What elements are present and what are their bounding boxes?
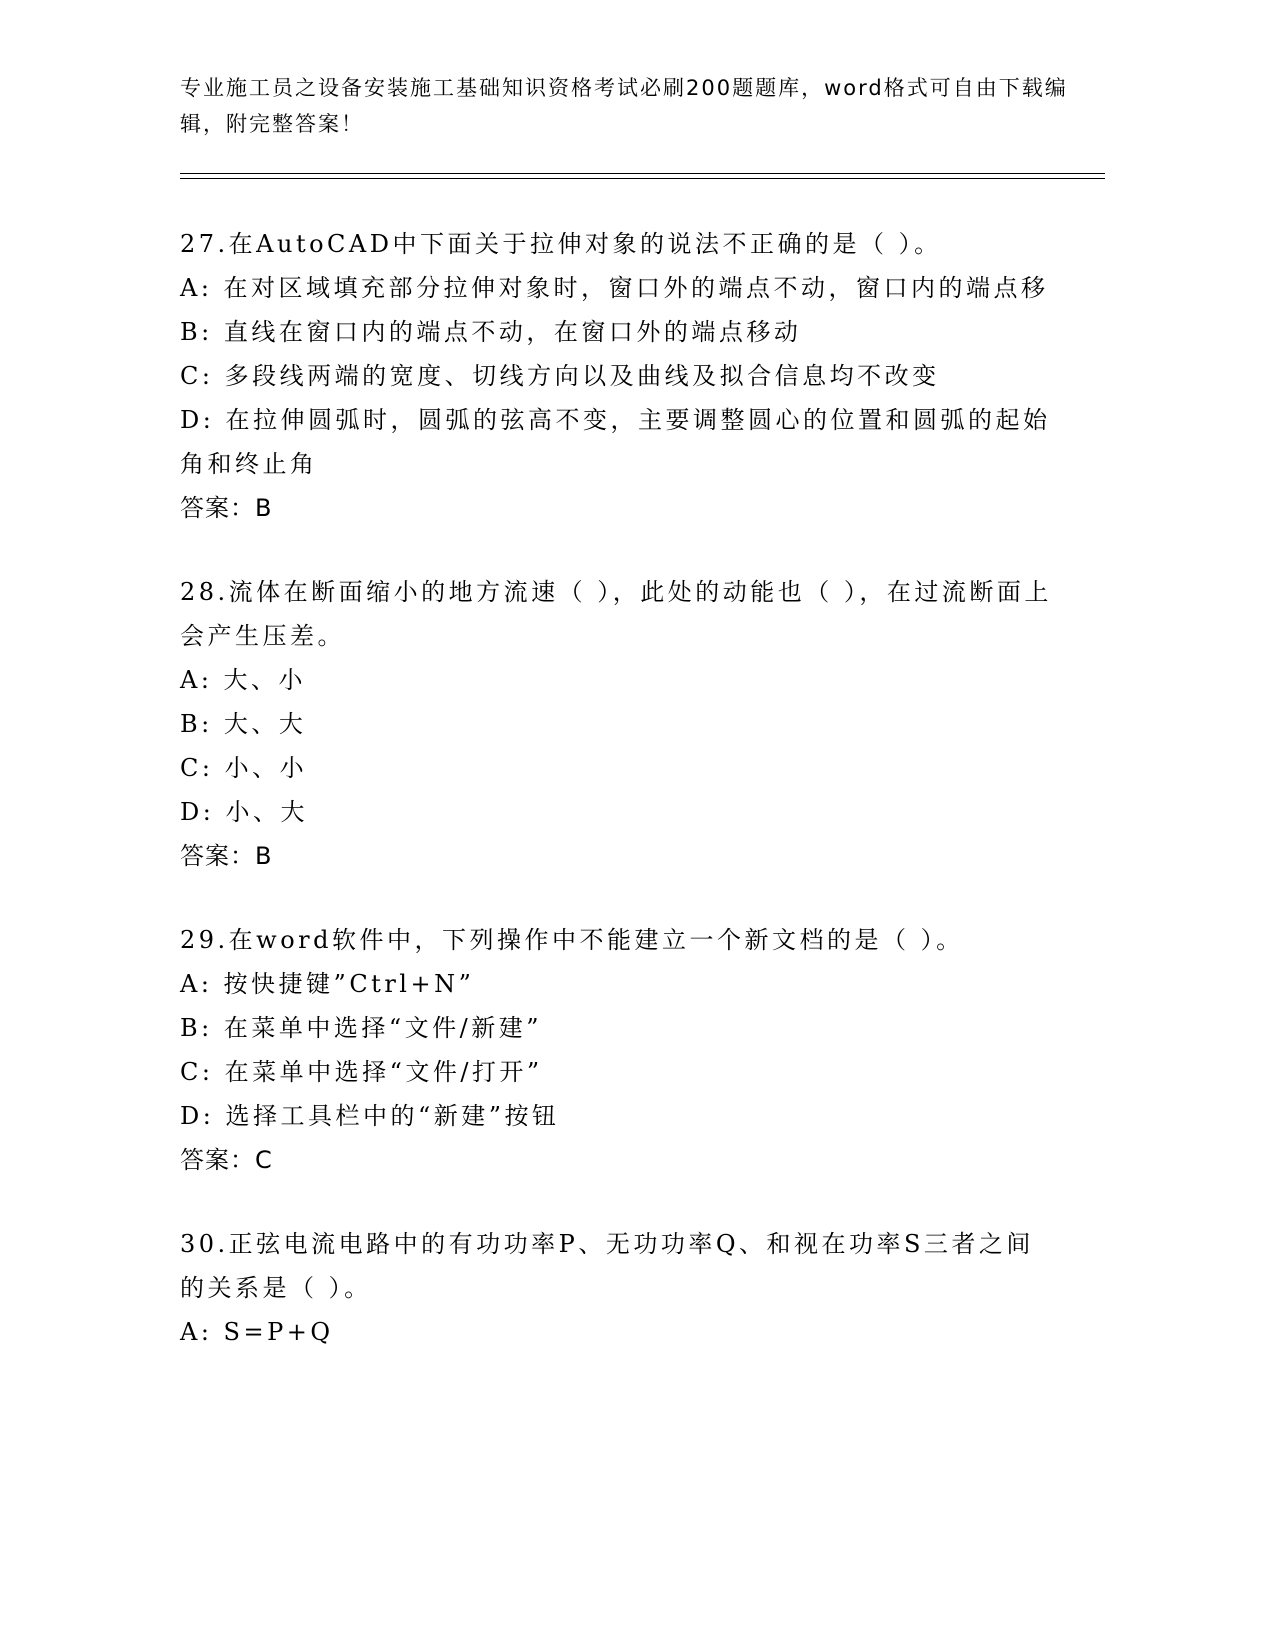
question-27 [180,222,1060,530]
answer: 答案：C [180,1146,273,1174]
option-c: C: 多段线两端的宽度、切线方向以及曲线及拟合信息均不改变 [180,362,940,390]
option-a: A: 按快捷键”Ctrl+N” [180,970,475,998]
header-divider-bottom [180,178,1105,179]
option-b: B: 在菜单中选择“文件/新建” [180,1014,542,1042]
question-29 [180,918,1060,1182]
option-d: D: 小、大 [180,798,308,826]
question-stem: 27.在AutoCAD中下面关于拉伸对象的说法不正确的是（ ）。 [180,230,942,258]
option-b: B: 大、大 [180,710,307,738]
question-list [180,222,1060,1394]
question-stem: 29.在word软件中，下列操作中不能建立一个新文档的是（ ）。 [180,926,964,954]
answer: 答案：B [180,494,273,522]
document-header: 专业施工员之设备安装施工基础知识资格考试必刷200题题库，word格式可自由下载编辑，附完整答案！ [180,76,1068,136]
option-a: A: 大、小 [180,666,307,694]
option-d: D: 在拉伸圆弧时，圆弧的弦高不变，主要调整圆心的位置和圆弧的起始角和终止角 [180,406,1051,478]
option-a: A: S=P+Q [180,1318,334,1346]
option-c: C: 在菜单中选择“文件/打开” [180,1058,543,1086]
option-a: A: 在对区域填充部分拉伸对象时，窗口外的端点不动，窗口内的端点移 [180,274,1049,302]
question-stem: 30.正弦电流电路中的有功功率P、无功功率Q、和视在功率S三者之间的关系是（ ）。 [180,1230,1034,1302]
option-b: B: 直线在窗口内的端点不动，在窗口外的端点移动 [180,318,802,346]
header-divider-top [180,173,1105,174]
question-stem: 28.流体在断面缩小的地方流速（ ），此处的动能也（ ），在过流断面上会产生压差。 [180,578,1052,650]
option-d: D: 选择工具栏中的“新建”按钮 [180,1102,560,1130]
question-30 [180,1222,1060,1354]
option-c: C: 小、小 [180,754,308,782]
question-28 [180,570,1060,878]
answer: 答案：B [180,842,273,870]
